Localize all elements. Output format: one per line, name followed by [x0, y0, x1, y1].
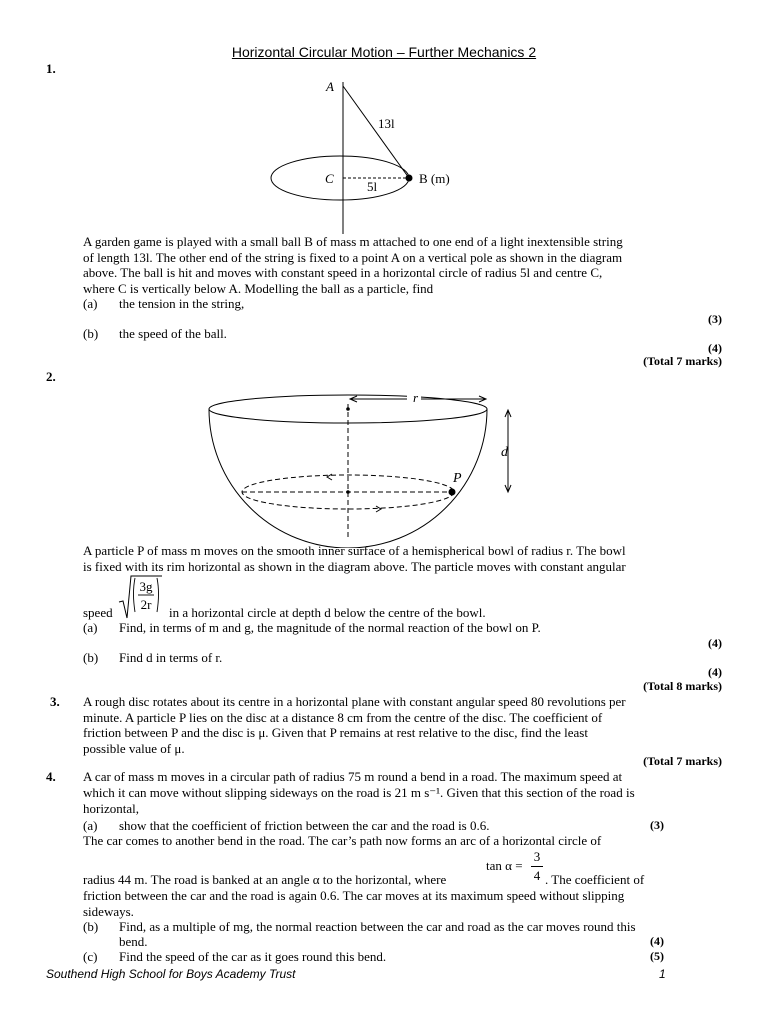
q2-text: A particle P of mass m moves on the smooth inner surface of a hemispherical bowl of radius r. The bowl is fixed with its rim horizontal as shown in the diagram above. The particle moves with constant angular: [83, 543, 626, 574]
q2-label-d: d: [501, 445, 508, 460]
q1-part-a-marks: (3): [708, 312, 722, 326]
q1-part-b-marks: (4): [708, 341, 722, 355]
q2-speed-denominator: 2r: [140, 597, 152, 612]
q1-part-b: (b) the speed of the ball.: [83, 326, 227, 341]
footer-page-number: 1: [659, 967, 666, 981]
q4-tan-denominator: 4: [533, 868, 541, 883]
q3-total-marks: (Total 7 marks): [643, 754, 722, 768]
q3-text: A rough disc rotates about its centre in a horizontal plane with constant angular speed 80 revolutions per minute. A particle P lies on the disc at a distance 8 cm from the centre of the disc. The coefficient of friction between P and the disc is μ. Given that P remains at rest relative to the disc, find the least possible value of μ.: [83, 694, 626, 756]
question-2-number: 2.: [46, 369, 56, 384]
q2-speed-prefix: speed: [83, 605, 113, 620]
q4-text-friction: friction between the car and the road is again 0.6. The car moves at its maximum speed without slipping sideways.: [83, 888, 625, 919]
q4-part-b: (b) Find, as a multiple of mg, the normal reaction between the car and road as the car moves round this: [83, 919, 636, 934]
q1-text: A garden game is played with a small ball B of mass m attached to one end of a light inextensible string of length 13l. The other end of the string is fixed to a point A on a vertical pole as shown in the diagram above. The ball is hit and moves with constant speed in a horizontal circle of radius 5l and centre C, where C is vertically below A. Modelling the ball as a particle, find: [83, 234, 623, 296]
q4-text-coefficient: . The coefficient of: [545, 872, 645, 887]
q1-label-string: 13l: [378, 116, 395, 131]
q2-label-r: r: [413, 390, 419, 405]
q1-diagram: [260, 76, 470, 236]
q1-label-a: A: [326, 79, 334, 94]
q2-diagram: [200, 388, 530, 548]
q2-part-b: (b) Find d in terms of r.: [83, 650, 223, 665]
q2-part-a: (a) Find, in terms of m and g, the magnitude of the normal reaction of the bowl on P.: [83, 620, 541, 635]
page-title: Horizontal Circular Motion – Further Mechanics 2: [231, 44, 537, 60]
q4-part-b-marks: (4): [650, 934, 664, 948]
q2-speed-numerator: 3g: [139, 579, 153, 594]
question-3-number: 3.: [50, 694, 60, 709]
q4-part-a: (a) show that the coefficient of friction between the car and the road is 0.6.: [83, 818, 490, 833]
q2-total-marks: (Total 8 marks): [643, 679, 722, 693]
q4-tan-numerator: 3: [533, 849, 541, 864]
q4-part-c-marks: (5): [650, 949, 664, 963]
question-4-number: 4.: [46, 769, 56, 784]
q4-part-a-marks: (3): [650, 818, 664, 832]
q2-sqrt-expression: [116, 574, 166, 620]
q2-speed-suffix: in a horizontal circle at depth d below the centre of the bowl.: [169, 605, 486, 620]
question-1-number: 1.: [46, 61, 56, 76]
q4-tan-fraction-bar: [531, 866, 543, 867]
q4-text-bend: The car comes to another bend in the road. The car’s path now forms an arc of a horizontal circle of: [83, 833, 602, 848]
q1-total-marks: (Total 7 marks): [643, 354, 722, 368]
q2-label-p: P: [453, 471, 462, 486]
q1-label-b: B (m): [419, 171, 450, 186]
q2-part-a-marks: (4): [708, 636, 722, 650]
q4-part-b-cont: bend.: [119, 934, 148, 949]
q4-tan-lhs: tan α =: [486, 858, 523, 873]
q2-part-b-marks: (4): [708, 665, 722, 679]
q4-text-banked: radius 44 m. The road is banked at an angle α to the horizontal, where: [83, 872, 447, 887]
q1-label-radius: 5l: [367, 179, 378, 194]
q4-part-c: (c) Find the speed of the car as it goes round this bend.: [83, 949, 387, 964]
q1-part-a: (a) the tension in the string,: [83, 296, 245, 311]
q4-text-intro: A car of mass m moves in a circular path of radius 75 m round a bend in a road. The maximum speed at which it can move without slipping sideways on the road is 21 m s⁻¹. Given that this section of the road is horizontal,: [83, 769, 635, 816]
q1-label-c: C: [325, 171, 334, 186]
footer-school: Southend High School for Boys Academy Trust: [46, 967, 296, 981]
